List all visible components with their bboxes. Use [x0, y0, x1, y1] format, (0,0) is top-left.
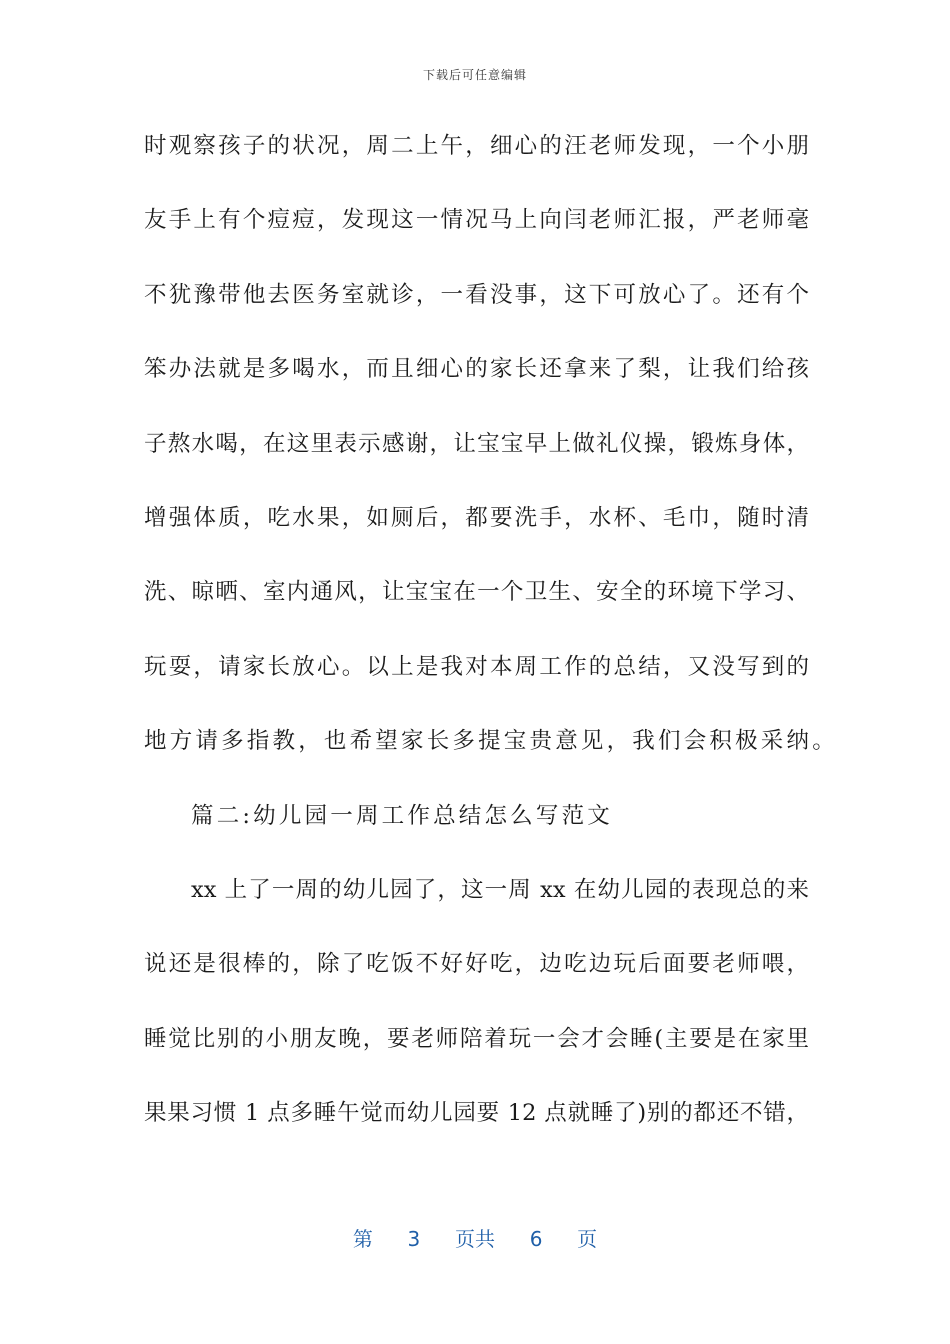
paragraph-line: 笨办法就是多喝水，而且细心的家长还拿来了梨，让我们给孩: [144, 356, 809, 383]
paragraph-line: xx 上了一周的幼儿园了，这一周 xx 在幼儿园的表现总的来: [191, 876, 809, 903]
paragraph-line: 果果习惯 1 点多睡午觉而幼儿园要 12 点就睡了)别的都还不错，: [144, 1100, 809, 1127]
total-page-number: 6: [529, 1227, 543, 1251]
footer-middle: 页共: [455, 1227, 495, 1251]
paragraph-line: 说还是很棒的，除了吃饭不好好吃，边吃边玩后面要老师喂，: [144, 951, 809, 978]
page-header: 下载后可任意编辑: [422, 68, 527, 82]
footer-prefix: 第: [352, 1227, 373, 1251]
paragraph-line: 增强体质，吃水果，如厕后，都要洗手，水杯、毛巾，随时清: [144, 504, 809, 531]
current-page-number: 3: [407, 1227, 421, 1251]
paragraph-line: 地方请多指教，也希望家长多提宝贵意见，我们会积极采纳。: [144, 728, 838, 755]
paragraph-line: 友手上有个痘痘，发现这一情况马上向闫老师汇报，严老师毫: [144, 207, 809, 234]
paragraph-line: 睡觉比别的小朋友晚，要老师陪着玩一会才会睡(主要是在家里: [144, 1025, 809, 1052]
paragraph-line: 玩耍，请家长放心。以上是我对本周工作的总结，又没写到的: [144, 653, 809, 680]
paragraph-line: 不犹豫带他去医务室就诊，一看没事，这下可放心了。还有个: [144, 281, 809, 308]
footer-suffix: 页: [577, 1227, 598, 1251]
document-body: [144, 121, 838, 1162]
page-number-footer: [0, 1223, 950, 1252]
paragraph-line: 洗、晾晒、室内通风，让宝宝在一个卫生、安全的环境下学习、: [144, 579, 809, 606]
paragraph-line: 子熬水喝，在这里表示感谢，让宝宝早上做礼仪操，锻炼身体，: [144, 430, 809, 457]
section-heading: 篇二:幼儿园一周工作总结怎么写范文: [191, 802, 613, 829]
paragraph-line: 时观察孩子的状况，周二上午，细心的汪老师发现，一个小朋: [144, 133, 809, 159]
